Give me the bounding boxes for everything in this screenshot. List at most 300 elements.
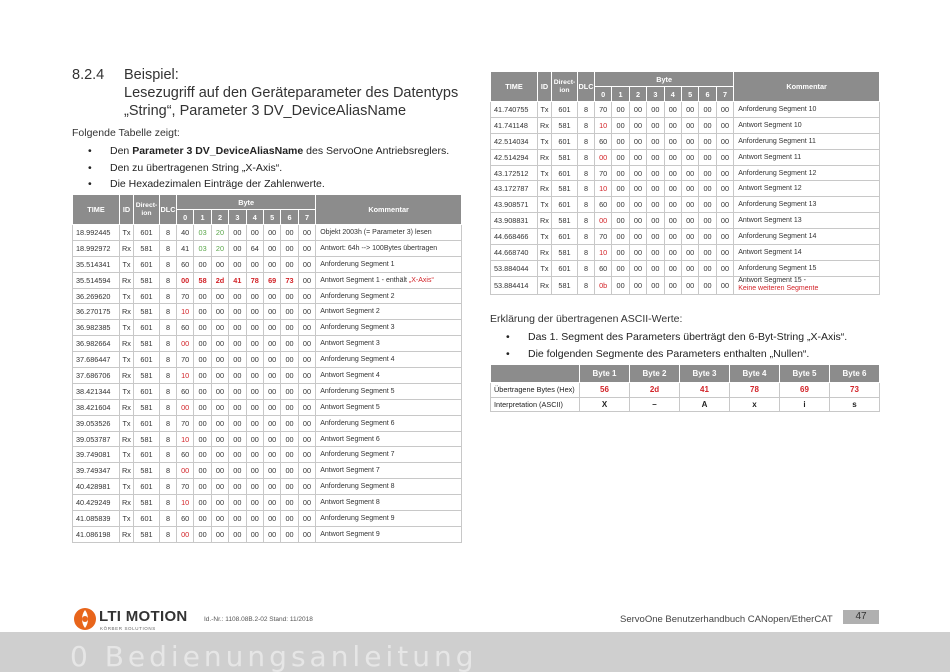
cell-comment (734, 260, 880, 276)
cell-time: 41.741148 (491, 117, 538, 133)
table-row (73, 399, 462, 415)
cell-byte: 00 (263, 225, 280, 241)
ascii-value: 73 (830, 383, 880, 398)
table-row (73, 320, 462, 336)
cell-byte: 00 (298, 272, 315, 288)
cell-byte: 00 (281, 256, 298, 272)
cell-time: 40.429249 (73, 495, 120, 511)
cell-byte: 00 (629, 149, 646, 165)
cell-id: Tx (538, 102, 552, 118)
cell-direction: 601 (134, 288, 160, 304)
table-header-row (491, 72, 880, 87)
ascii-header-byte: Byte 4 (730, 365, 780, 383)
cell-byte: 00 (664, 181, 681, 197)
cell-byte: 00 (246, 463, 263, 479)
cell-id: Rx (120, 526, 134, 542)
cell-byte: 60 (177, 383, 194, 399)
cell-direction: 601 (134, 447, 160, 463)
cell-byte: 00 (647, 133, 664, 149)
cell-time: 41.740755 (491, 102, 538, 118)
comment-text: Antwort Segment 2 (320, 308, 380, 316)
cell-byte: 00 (716, 102, 733, 118)
cell-direction: 581 (134, 336, 160, 352)
cell-byte: 00 (194, 336, 211, 352)
cell-dlc: 8 (578, 213, 595, 229)
cell-comment (316, 368, 462, 384)
ascii-header-byte: Byte 1 (580, 365, 630, 383)
header-byte: Byte (595, 72, 734, 87)
cell-byte: 00 (211, 368, 228, 384)
table-row (73, 447, 462, 463)
cell-byte: 00 (716, 213, 733, 229)
cell-byte: 00 (298, 415, 315, 431)
cell-byte: 00 (664, 229, 681, 245)
comment-text: Antwort Segment 12 (738, 185, 802, 193)
cell-dlc: 8 (160, 240, 177, 256)
cell-direction: 581 (134, 526, 160, 542)
cell-byte: 00 (681, 181, 698, 197)
cell-byte: 00 (281, 463, 298, 479)
cell-byte: 00 (194, 447, 211, 463)
cell-time: 37.686447 (73, 352, 120, 368)
ascii-value: 2d (630, 383, 680, 398)
cell-comment (316, 526, 462, 542)
cell-byte: 00 (647, 149, 664, 165)
cell-id: Rx (120, 431, 134, 447)
cell-byte: 00 (281, 304, 298, 320)
cell-byte: 00 (664, 260, 681, 276)
comment-text: Antwort Segment 6 (320, 435, 380, 443)
cell-byte: 60 (595, 260, 612, 276)
cell-byte: 60 (177, 320, 194, 336)
ascii-value: i (780, 397, 830, 412)
cell-byte: 69 (263, 272, 280, 288)
cell-dlc: 8 (578, 260, 595, 276)
table-row (73, 383, 462, 399)
cell-id: Rx (538, 149, 552, 165)
cell-byte: 00 (229, 526, 246, 542)
cell-byte: 00 (246, 336, 263, 352)
header-id: ID (538, 72, 552, 102)
cell-byte: 00 (246, 526, 263, 542)
cell-byte: 00 (298, 479, 315, 495)
cell-comment (734, 102, 880, 118)
cell-time: 44.668466 (491, 229, 538, 245)
cell-dlc: 8 (160, 304, 177, 320)
table-row (491, 229, 880, 245)
cell-comment (734, 276, 880, 294)
table-row (73, 415, 462, 431)
cell-byte: 00 (298, 431, 315, 447)
table-row (73, 431, 462, 447)
header-byte-index: 4 (246, 210, 263, 225)
cell-byte: 00 (263, 304, 280, 320)
document-id: Id.-Nr.: 1108.08B.2-02 Stand: 11/2018 (204, 616, 313, 623)
cell-byte: 00 (681, 149, 698, 165)
cell-time: 42.514294 (491, 149, 538, 165)
cell-direction: 581 (134, 495, 160, 511)
cell-byte: 00 (194, 383, 211, 399)
cell-direction: 601 (552, 229, 578, 245)
table-row (73, 225, 462, 241)
cell-id: Rx (538, 245, 552, 261)
table-row (73, 495, 462, 511)
cell-byte: 00 (298, 526, 315, 542)
cell-byte: 00 (229, 399, 246, 415)
cell-time: 39.749081 (73, 447, 120, 463)
bullet-item: • Den zu übertragenen String „X-Axis“. (88, 160, 468, 177)
cell-byte: 00 (629, 213, 646, 229)
cell-dlc: 8 (160, 431, 177, 447)
header-dlc: DLC (578, 72, 595, 102)
cell-byte: 10 (177, 431, 194, 447)
cell-byte: 00 (263, 383, 280, 399)
cell-id: Tx (120, 383, 134, 399)
comment-text: Anforderung Segment 13 (738, 201, 817, 209)
cell-direction: 581 (552, 149, 578, 165)
cell-comment (316, 447, 462, 463)
cell-comment (316, 256, 462, 272)
header-byte-index: 1 (194, 210, 211, 225)
cell-byte: 60 (595, 133, 612, 149)
cell-byte: 00 (681, 197, 698, 213)
cell-direction: 601 (134, 225, 160, 241)
cell-id: Tx (120, 352, 134, 368)
cell-direction: 601 (134, 352, 160, 368)
cell-byte: 00 (263, 336, 280, 352)
cell-byte: 00 (298, 383, 315, 399)
cell-comment (734, 133, 880, 149)
cell-dlc: 8 (160, 320, 177, 336)
cell-byte: 00 (246, 225, 263, 241)
cell-byte: 00 (194, 352, 211, 368)
ascii-row (491, 383, 880, 398)
cell-byte: 00 (246, 495, 263, 511)
cell-byte: 70 (595, 165, 612, 181)
cell-byte: 00 (194, 320, 211, 336)
cell-byte: 00 (298, 495, 315, 511)
cell-byte: 00 (612, 181, 629, 197)
cell-byte: 10 (177, 368, 194, 384)
cell-byte: 41 (229, 272, 246, 288)
cell-comment (734, 181, 880, 197)
cell-id: Rx (120, 368, 134, 384)
comment-text: Anforderung Segment 4 (320, 356, 395, 364)
header-byte-index: 7 (716, 87, 733, 102)
cell-byte: 00 (298, 336, 315, 352)
cell-byte: 00 (612, 197, 629, 213)
cell-byte: 00 (211, 479, 228, 495)
section-number: 8.2.4 (72, 67, 105, 83)
ascii-interpretation-table (490, 364, 880, 412)
cell-dlc: 8 (160, 336, 177, 352)
table-row (73, 511, 462, 527)
cell-direction: 581 (134, 399, 160, 415)
cell-byte: 00 (612, 276, 629, 294)
ascii-value: A (680, 397, 730, 412)
cell-byte: 00 (298, 240, 315, 256)
cell-byte: 00 (246, 479, 263, 495)
cell-direction: 581 (552, 245, 578, 261)
bullet-item: • Den Parameter 3 DV_DeviceAliasName des ServoOne Antriebsreglers. (88, 143, 468, 160)
cell-byte: 00 (612, 149, 629, 165)
cell-byte: 00 (194, 431, 211, 447)
table-header-row (73, 195, 462, 210)
cell-byte: 70 (177, 479, 194, 495)
comment-text: Antwort Segment 1 - enthält (320, 276, 409, 284)
cell-byte: 00 (647, 102, 664, 118)
cell-direction: 601 (552, 133, 578, 149)
cell-byte: 60 (177, 447, 194, 463)
cell-direction: 581 (134, 463, 160, 479)
cell-id: Tx (120, 225, 134, 241)
cell-comment (734, 197, 880, 213)
table-row (491, 197, 880, 213)
cell-dlc: 8 (160, 352, 177, 368)
table-row (491, 181, 880, 197)
table-row (73, 304, 462, 320)
cell-id: Tx (120, 288, 134, 304)
cell-byte: 00 (246, 399, 263, 415)
cell-comment (316, 463, 462, 479)
cell-byte: 00 (647, 229, 664, 245)
bullet-item: • Das 1. Segment des Parameters überträgt den 6-Byt-String „X-Axis“. (506, 329, 886, 346)
cell-byte: 00 (246, 368, 263, 384)
cell-byte: 00 (281, 225, 298, 241)
cell-byte: 00 (629, 102, 646, 118)
cell-time: 36.982385 (73, 320, 120, 336)
cell-time: 36.982664 (73, 336, 120, 352)
cell-byte: 00 (681, 133, 698, 149)
cell-byte: 00 (612, 133, 629, 149)
cell-byte: 00 (629, 165, 646, 181)
header-byte-index: 3 (229, 210, 246, 225)
table-row (73, 479, 462, 495)
ascii-value: – (630, 397, 680, 412)
cell-comment (734, 213, 880, 229)
cell-byte: 00 (229, 415, 246, 431)
cell-byte: 00 (281, 431, 298, 447)
cell-byte: 00 (629, 117, 646, 133)
cell-byte: 00 (664, 133, 681, 149)
section-title-line-3: „String“, Parameter 3 DV_DeviceAliasName (124, 103, 407, 119)
cell-byte: 00 (281, 320, 298, 336)
cell-id: Tx (120, 447, 134, 463)
cell-id: Tx (120, 415, 134, 431)
cell-dlc: 8 (160, 415, 177, 431)
cell-byte: 00 (211, 383, 228, 399)
cell-byte: 00 (246, 288, 263, 304)
cell-byte: 00 (281, 383, 298, 399)
cell-byte: 00 (699, 102, 716, 118)
cell-byte: 00 (298, 463, 315, 479)
cell-byte: 00 (298, 320, 315, 336)
cell-byte: 00 (229, 479, 246, 495)
cell-byte: 70 (177, 288, 194, 304)
cell-dlc: 8 (160, 479, 177, 495)
header-byte-index: 4 (664, 87, 681, 102)
table-row (73, 352, 462, 368)
header-byte-index: 5 (263, 210, 280, 225)
cell-byte: 00 (263, 399, 280, 415)
cell-dlc: 8 (578, 229, 595, 245)
ascii-header-byte: Byte 3 (680, 365, 730, 383)
comment-text: Antwort Segment 13 (738, 217, 802, 225)
cell-byte: 00 (716, 229, 733, 245)
ascii-row-label: Übertragene Bytes (Hex) (491, 383, 580, 398)
cell-dlc: 8 (578, 197, 595, 213)
explanation-bullet-list (506, 329, 886, 362)
cell-time: 18.992972 (73, 240, 120, 256)
can-trace-table-left (72, 194, 462, 543)
cell-byte: 00 (681, 165, 698, 181)
cell-id: Rx (120, 399, 134, 415)
comment-text: Antwort Segment 5 (320, 403, 380, 411)
cell-byte: 00 (681, 276, 698, 294)
cell-comment (316, 288, 462, 304)
cell-byte: 00 (612, 213, 629, 229)
cell-byte: 00 (194, 368, 211, 384)
cell-byte: 00 (298, 288, 315, 304)
cell-byte: 00 (612, 229, 629, 245)
cell-byte: 00 (194, 288, 211, 304)
logo-text: LTI MOTION (99, 608, 188, 625)
cell-comment (316, 272, 462, 288)
cell-byte: 00 (194, 415, 211, 431)
cell-id: Rx (120, 463, 134, 479)
cell-direction: 601 (134, 479, 160, 495)
cell-byte: 00 (194, 256, 211, 272)
cell-byte: 00 (281, 352, 298, 368)
cell-byte: 00 (229, 431, 246, 447)
cell-dlc: 8 (578, 276, 595, 294)
cell-dlc: 8 (160, 447, 177, 463)
cell-comment (316, 511, 462, 527)
cell-comment (734, 229, 880, 245)
cell-id: Tx (538, 260, 552, 276)
ascii-header-blank (491, 365, 580, 383)
cell-byte: 03 (194, 240, 211, 256)
cell-comment (316, 495, 462, 511)
cell-byte: 00 (281, 526, 298, 542)
cell-byte: 00 (647, 117, 664, 133)
comment-text: Anforderung Segment 5 (320, 387, 395, 395)
cell-byte: 00 (281, 399, 298, 415)
table-row (491, 102, 880, 118)
cell-time: 43.172512 (491, 165, 538, 181)
cell-byte: 00 (211, 415, 228, 431)
cell-dlc: 8 (160, 272, 177, 288)
cell-byte: 00 (263, 526, 280, 542)
table-row (73, 463, 462, 479)
cell-byte: 00 (229, 288, 246, 304)
cell-byte: 00 (211, 463, 228, 479)
cell-time: 41.086198 (73, 526, 120, 542)
cell-byte: 40 (177, 225, 194, 241)
cell-byte: 00 (211, 336, 228, 352)
header-direction: Direct-ion (552, 72, 578, 102)
cell-byte: 00 (681, 260, 698, 276)
cell-byte: 60 (177, 511, 194, 527)
table-row (491, 165, 880, 181)
cell-byte: 00 (681, 117, 698, 133)
comment-highlight: Keine weiteren Segmente (738, 285, 819, 293)
cell-comment (316, 479, 462, 495)
cell-byte: 00 (229, 225, 246, 241)
cell-byte: 00 (716, 149, 733, 165)
cell-byte: 00 (194, 479, 211, 495)
cell-direction: 601 (134, 256, 160, 272)
cell-byte: 00 (263, 431, 280, 447)
cell-byte: 00 (298, 447, 315, 463)
cell-byte: 60 (595, 197, 612, 213)
cell-byte: 78 (246, 272, 263, 288)
explanation-title: Erklärung der übertragenen ASCII-Werte: (490, 313, 683, 325)
ascii-header-byte: Byte 6 (830, 365, 880, 383)
cell-byte: 10 (177, 304, 194, 320)
cell-time: 41.085839 (73, 511, 120, 527)
cell-byte: 00 (699, 245, 716, 261)
cell-time: 39.053526 (73, 415, 120, 431)
cell-direction: 601 (552, 197, 578, 213)
cell-dlc: 8 (578, 149, 595, 165)
cell-byte: 00 (716, 197, 733, 213)
table-row (491, 133, 880, 149)
cell-byte: 00 (664, 245, 681, 261)
cell-byte: 00 (211, 304, 228, 320)
section-heading (72, 66, 458, 120)
header-byte: Byte (177, 195, 316, 210)
cell-byte: 00 (194, 399, 211, 415)
cell-byte: 00 (263, 288, 280, 304)
comment-text: Anforderung Segment 7 (320, 451, 395, 459)
cell-byte: 00 (647, 181, 664, 197)
cell-byte: 2d (211, 272, 228, 288)
cell-byte: 00 (664, 276, 681, 294)
cell-time: 38.421604 (73, 399, 120, 415)
cell-byte: 00 (664, 117, 681, 133)
page-number: 47 (843, 610, 879, 624)
cell-byte: 00 (229, 304, 246, 320)
header-time: TIME (73, 195, 120, 225)
cell-direction: 581 (552, 276, 578, 294)
cell-comment (316, 320, 462, 336)
cell-byte: 00 (681, 213, 698, 229)
cell-byte: 00 (716, 165, 733, 181)
cell-id: Rx (120, 304, 134, 320)
cell-comment (734, 117, 880, 133)
cell-byte: 00 (664, 102, 681, 118)
cell-byte: 00 (612, 117, 629, 133)
cell-direction: 601 (552, 260, 578, 276)
cell-byte: 03 (194, 225, 211, 241)
header-byte-index: 0 (177, 210, 194, 225)
cell-time: 39.053787 (73, 431, 120, 447)
cell-byte: 00 (681, 102, 698, 118)
cell-dlc: 8 (160, 256, 177, 272)
cell-byte: 00 (263, 495, 280, 511)
cell-id: Rx (538, 181, 552, 197)
cell-id: Tx (120, 256, 134, 272)
cell-id: Tx (120, 511, 134, 527)
cell-time: 53.884044 (491, 260, 538, 276)
cell-byte: 00 (194, 526, 211, 542)
cell-byte: 00 (716, 181, 733, 197)
cell-time: 35.514341 (73, 256, 120, 272)
cell-direction: 581 (552, 117, 578, 133)
cell-byte: 00 (177, 336, 194, 352)
cell-byte: 00 (177, 399, 194, 415)
